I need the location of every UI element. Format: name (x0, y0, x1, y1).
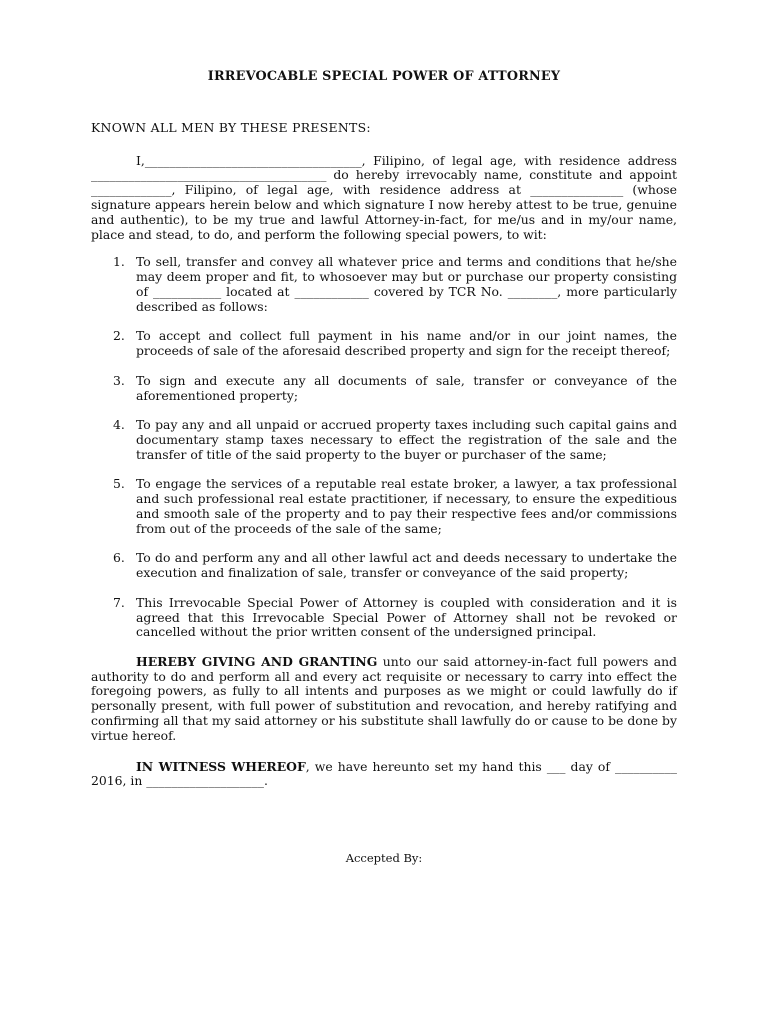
list-item-text: To pay any and all unpaid or accrued property taxes including such capital gains and documentary stamp taxes necessary to effect the registration of the sale and the transfer of title of the said property to the buyer or purchaser of the same; (136, 417, 677, 462)
list-item-number: 2. (113, 328, 125, 344)
list-item (91, 374, 677, 404)
list-item (91, 418, 677, 462)
granting-text: unto our said attorney-in-fact full powers and authority to do and perform all and every act requisite or necessary to carry into effect the foregoing powers, as fully to all intents and purposes as we might or could lawfully do if personally present, with full power of substitution and revocation, and hereby ratifying and confirming all that my said attorney or his substitute shall lawfully do or cause to be done by virtue hereof. (91, 653, 677, 743)
list-item-text: To accept and collect full payment in his name and/or in our joint names, the proceeds of sale of the aforesaid described property and sign for the receipt thereof; (136, 328, 677, 359)
list-item-number: 7. (113, 594, 125, 610)
list-item-number: 6. (113, 550, 125, 566)
list-item-text: To do and perform any and all other lawful act and deeds necessary to undertake the execution and finalization of sale, transfer or conveyance of the said property; (136, 550, 677, 581)
opening-line: KNOWN ALL MEN BY THESE PRESENTS: (91, 119, 371, 135)
list-item (91, 596, 677, 640)
list-item (91, 477, 677, 536)
list-item-text: To engage the services of a reputable real estate broker, a lawyer, a tax professional and such professional real estate practitioner, if necessary, to ensure the expeditious and smooth sale of the property and to pay their respective fees and/or commissions from out of the proceeds of the sale of the same; (136, 476, 677, 536)
list-item-text: To sign and execute any all documents of sale, transfer or conveyance of the aforementioned property; (136, 372, 677, 403)
list-item-number: 5. (113, 476, 125, 492)
witness-paragraph (91, 760, 677, 790)
list-item-number: 1. (113, 254, 125, 270)
list-item (91, 329, 677, 359)
granting-heading: HEREBY GIVING AND GRANTING (136, 653, 378, 669)
granting-paragraph (91, 655, 677, 744)
document-title: IRREVOCABLE SPECIAL POWER OF ATTORNEY (207, 69, 561, 84)
list-item-text: This Irrevocable Special Power of Attorney is coupled with consideration and it is agreed that this Irrevocable Special Power of Attorney shall not be revoked or cancelled without the prior written consent of the undersigned principal. (136, 594, 677, 640)
list-item (91, 551, 677, 581)
intro-paragraph: I,___________________________________, Filipino, of legal age, with residence address ______________________________________ do hereby irrevocably name, constitute and appoint _____________, Filipino, of legal age, with residence address at _______________ (whose signature appears herein below and which signature I now hereby attest to be true, genuine and authentic), to be my true and lawful Attorney-in-fact, for me/us and in my/our name, place and stead, to do, and perform the following special powers, to wit: (91, 152, 677, 242)
powers-list (91, 255, 677, 640)
list-item (91, 255, 677, 314)
list-item-number: 4. (113, 417, 125, 433)
list-item-text: To sell, transfer and convey all whatever price and terms and conditions that he/she may deem proper and fit, to whosoever may but or purchase our property consisting of ___________ located at ____________ covered by TCR No. ________, more particularly described as follows: (136, 254, 677, 314)
list-item-number: 3. (113, 372, 125, 388)
accepted-by-label: Accepted By: (345, 851, 423, 866)
witness-text: , we have hereunto set my hand this ___ day of __________ 2016, in ___________________. (91, 758, 677, 789)
witness-heading: IN WITNESS WHEREOF (136, 758, 306, 774)
